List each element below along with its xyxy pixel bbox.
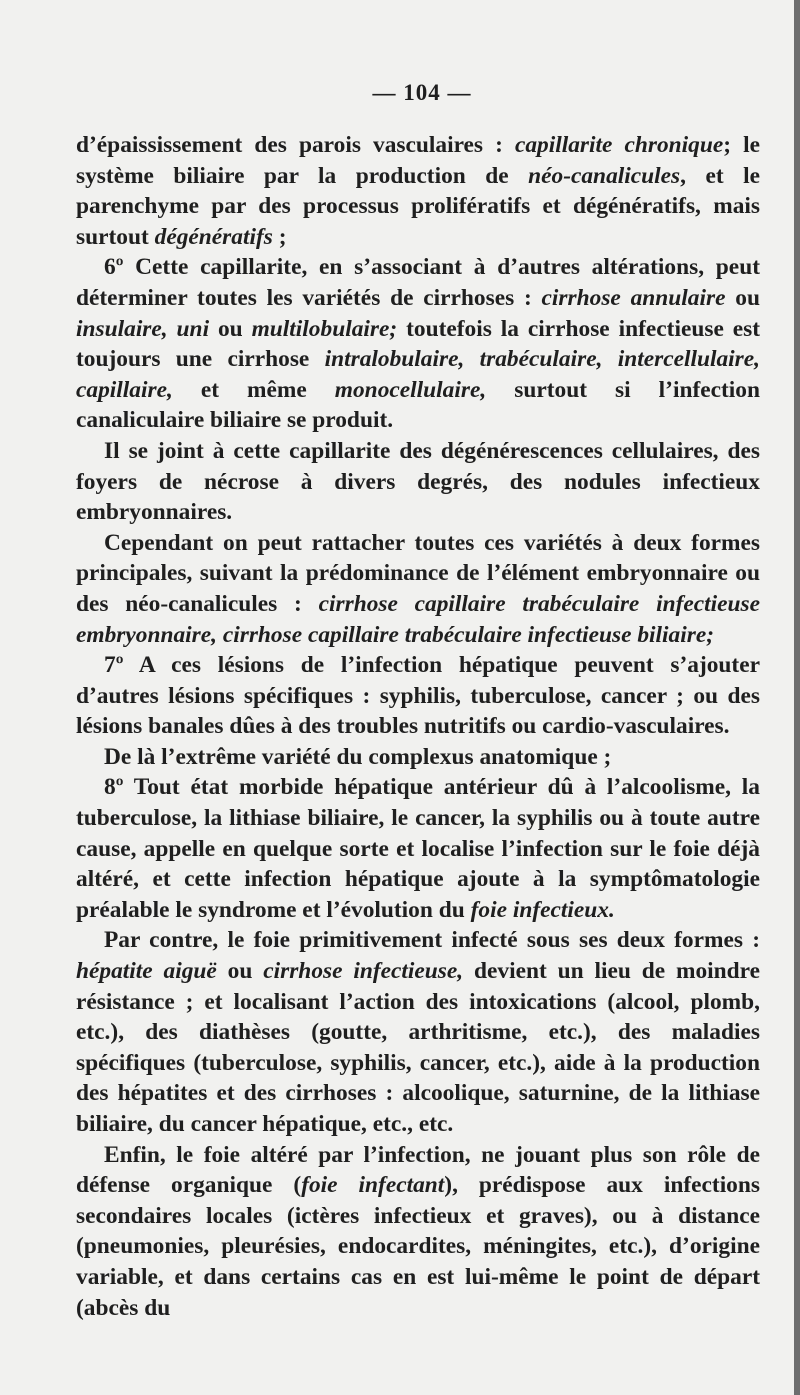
text-run: 6º Cette capillarite, en s’associant à d’autres altérations, peut déterminer toutes les variétés de cirrhoses : (76, 254, 760, 311)
paragraph (76, 742, 760, 773)
italic-text: insulaire, uni (76, 315, 210, 342)
text-run: surtout si l’infection canaliculaire biliaire se produit. (76, 376, 760, 434)
text-run: d’épaississement des parois vasculaires : (76, 132, 515, 158)
paragraph (76, 528, 760, 650)
paragraph (76, 436, 760, 528)
italic-text: intralobulaire, trabéculaire, intercellulaire, capillaire, (76, 346, 761, 403)
italic-text: capillarite chronique (514, 132, 724, 158)
text-run: 7º A ces lésions de l’infection hépatique peuvent s’ajouter d’autres lésions spécifiques : syphilis, tuberculose, cancer ; ou des lésions banales dûes à des troubles nutritifs ou cardio-vasculaires. (76, 652, 760, 740)
italic-text: cirrhose annulaire (541, 284, 726, 311)
italic-text: néo-canalicules (528, 162, 681, 189)
text-run: 8º Tout état morbide hépatique antérieur dû à l’alcoolisme, la tuberculose, la lithiase biliaire, le cancer, la syphilis ou à toute autre cause, appelle en quelque sorte et localise l’infection sur le foie déjà altéré, et cette infection hépatique ajoute à la symptômatologie préalable le syndrome et l’évolution du (76, 774, 760, 923)
paragraph (76, 130, 760, 252)
text-run: ou (725, 284, 760, 311)
text-run: devient un lieu de moindre résistance ; et localisant l’action des intoxications (alcool, plomb, etc.), des diathèses (goutte, arthritisme, etc.), des maladies spécifiques (tuberculose, syphilis, cancer, etc.), aide à la production des hépatites et des cirrhoses : alcoolique, saturnine, de la lithiase biliaire, du cancer hépatique, etc., etc. (76, 958, 761, 1137)
italic-text: dégénératifs (154, 223, 273, 250)
page-number: — 104 — (372, 80, 472, 105)
text-run: Enfin, le foie altéré par l’infection, ne jouant plus son rôle de défense organique ( (76, 1141, 760, 1199)
italic-text: monocellulaire, (334, 376, 487, 403)
text-run: ; le système biliaire par la production de (76, 132, 760, 189)
paragraph (76, 650, 760, 742)
italic-text: multilobulaire; (251, 315, 398, 342)
paragraph (76, 252, 760, 436)
text-run: et même (172, 376, 335, 403)
text-run: ou (216, 958, 264, 985)
italic-text: foie infectieux. (470, 896, 615, 923)
text-run: Par contre, le foie primitivement infecté sous ses deux formes : (104, 927, 760, 954)
paragraph (76, 772, 760, 925)
italic-text: cirrhose capillaire trabéculaire infectieuse embryonnaire, cirrhose capillaire trabéculaire infectieuse biliaire; (76, 590, 760, 648)
text-run: De là l’extrême variété du complexus anatomique ; (104, 743, 612, 770)
body-text (76, 130, 760, 1323)
text-run: ; (272, 223, 287, 250)
text-run: , et le parenchyme par des processus prolifératifs et dégénératifs, mais surtout (76, 162, 760, 250)
text-run: Il se joint à cette capillarite des dégénérescences cellulaires, des foyers de nécrose à divers degrés, des nodules infectieux embryonnaires. (76, 437, 760, 526)
italic-text: foie infectant (301, 1172, 445, 1199)
text-run: ou (209, 315, 252, 342)
text-run: toutefois la cirrhose infectieuse est toujours une cirrhose (76, 315, 761, 373)
italic-text: cirrhose infectieuse, (263, 958, 464, 985)
paragraph (76, 1140, 760, 1324)
text-run: ), prédispose aux infections secondaires locales (ictères infectieux et graves), ou à distance (pneumonies, pleurésies, endocardites, méningites, etc.), d’origine variable, et dans certains cas en est lui-même le point de départ (abcès du (76, 1172, 760, 1321)
paragraph (76, 925, 760, 1139)
text-run: Cependant on peut rattacher toutes ces variétés à deux formes principales, suivant la prédominance de l’élément embryonnaire ou des néo-canalicules : (76, 529, 760, 617)
italic-text: hépatite aiguë (76, 958, 217, 985)
